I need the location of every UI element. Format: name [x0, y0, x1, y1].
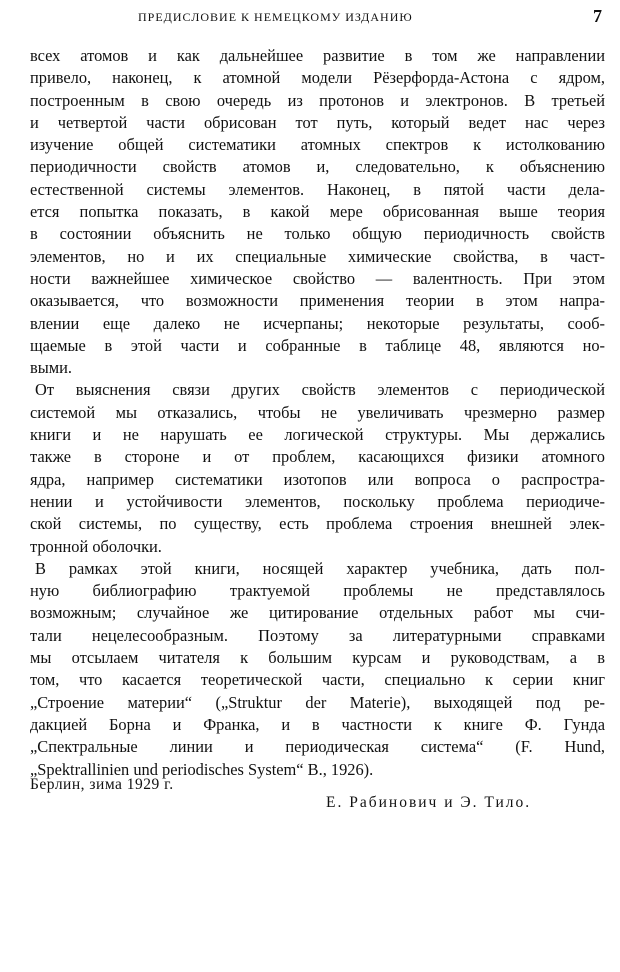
text-line: ской системы, по существу, есть проблема строения внешней элек-	[30, 514, 605, 534]
text-line: в состоянии объяснить не только общую периодичность свойств	[30, 224, 605, 244]
text-line: влении еще далеко не исчерпаны; некоторые результаты, сооб-	[30, 313, 605, 333]
text-line: „Спектральные линии и периодическая система“ (F. Hund,	[30, 737, 605, 757]
signature: Е. Рабинович и Э. Тило.	[326, 794, 532, 811]
text-line: От выяснения связи других свойств элементов с периодической	[35, 380, 605, 400]
paragraph-1	[30, 45, 605, 379]
running-header-title: ПРЕДИСЛОВИЕ К НЕМЕЦКОМУ ИЗДАНИЮ	[138, 10, 413, 24]
text-line: оказывается, что возможности применения теории в этом напра-	[30, 291, 605, 311]
running-header	[30, 6, 602, 30]
text-line: также в стороне и от проблем, касающихся физики атомного	[30, 447, 605, 467]
text-line: щаемые в этой части и собранные в таблице 48, являются но-	[30, 335, 605, 355]
text-line: ется попытка показать, в какой мере обрисованная выше теория	[30, 202, 605, 222]
text-line: книги и не нарушать ее логической структуры. Мы держались	[30, 425, 605, 445]
text-line: периодичности свойств атомов и, следовательно, к объяснению	[30, 157, 605, 177]
text-line: выми.	[30, 358, 72, 378]
text-line: „Spektrallinien und periodisches System“ B., 1926).	[30, 759, 374, 779]
text-line: всех атомов и как дальнейшее развитие в том же направлении	[30, 46, 605, 65]
text-line: ности важнейшее химическое свойство — валентность. При этом	[30, 268, 605, 288]
paragraph-2	[30, 379, 605, 557]
text-line: ядра, например систематики изотопов или вопроса о распростра-	[30, 469, 605, 489]
text-line: элементов, но и их специальные химические свойства, в част-	[30, 246, 605, 266]
text-line: возможным; случайное же цитирование отдельных работ мы счи-	[30, 603, 605, 623]
text-line: тронной оболочки.	[30, 536, 162, 556]
text-line: нении и устойчивости элементов, поскольку проблема периодиче-	[30, 491, 605, 511]
text-line: тали нецелесообразным. Поэтому за литературными справками	[30, 625, 605, 645]
text-line: том, что касается теоретической части, специально к серии книг	[30, 670, 605, 690]
text-line: построенным в свою очередь из протонов и электронов. В третьей	[30, 90, 605, 110]
text-line: мы отсылаем читателя к большим курсам и руководствам, а в	[30, 648, 605, 668]
text-line: дакцией Борна и Франка, и в частности к книге Ф. Гунда	[30, 714, 605, 734]
text-line: привело, наконец, к атомной модели Рёзерфорда-Астона с ядром,	[30, 68, 605, 88]
text-line: и четвертой части обрисован тот путь, который ведет нас через	[30, 112, 605, 132]
place-and-date: Берлин, зима 1929 г.	[30, 776, 174, 793]
text-line: системой мы отказались, чтобы не увеличивать чрезмерно размер	[30, 402, 605, 422]
text-line: ную библиографию трактуемой проблемы не представлялось	[30, 581, 605, 601]
text-line: В рамках этой книги, носящей характер учебника, дать пол-	[35, 558, 605, 578]
text-line: „Строение материи“ („Struktur der Materie), выходящей под ре-	[30, 692, 605, 712]
text-line: естественной системы элементов. Наконец, в пятой части дела-	[30, 179, 605, 199]
text-line: изучение общей систематики атомных спектров к истолкованию	[30, 135, 605, 155]
paragraph-3	[30, 558, 605, 781]
page-number: 7	[593, 6, 602, 26]
body-text	[30, 45, 605, 781]
